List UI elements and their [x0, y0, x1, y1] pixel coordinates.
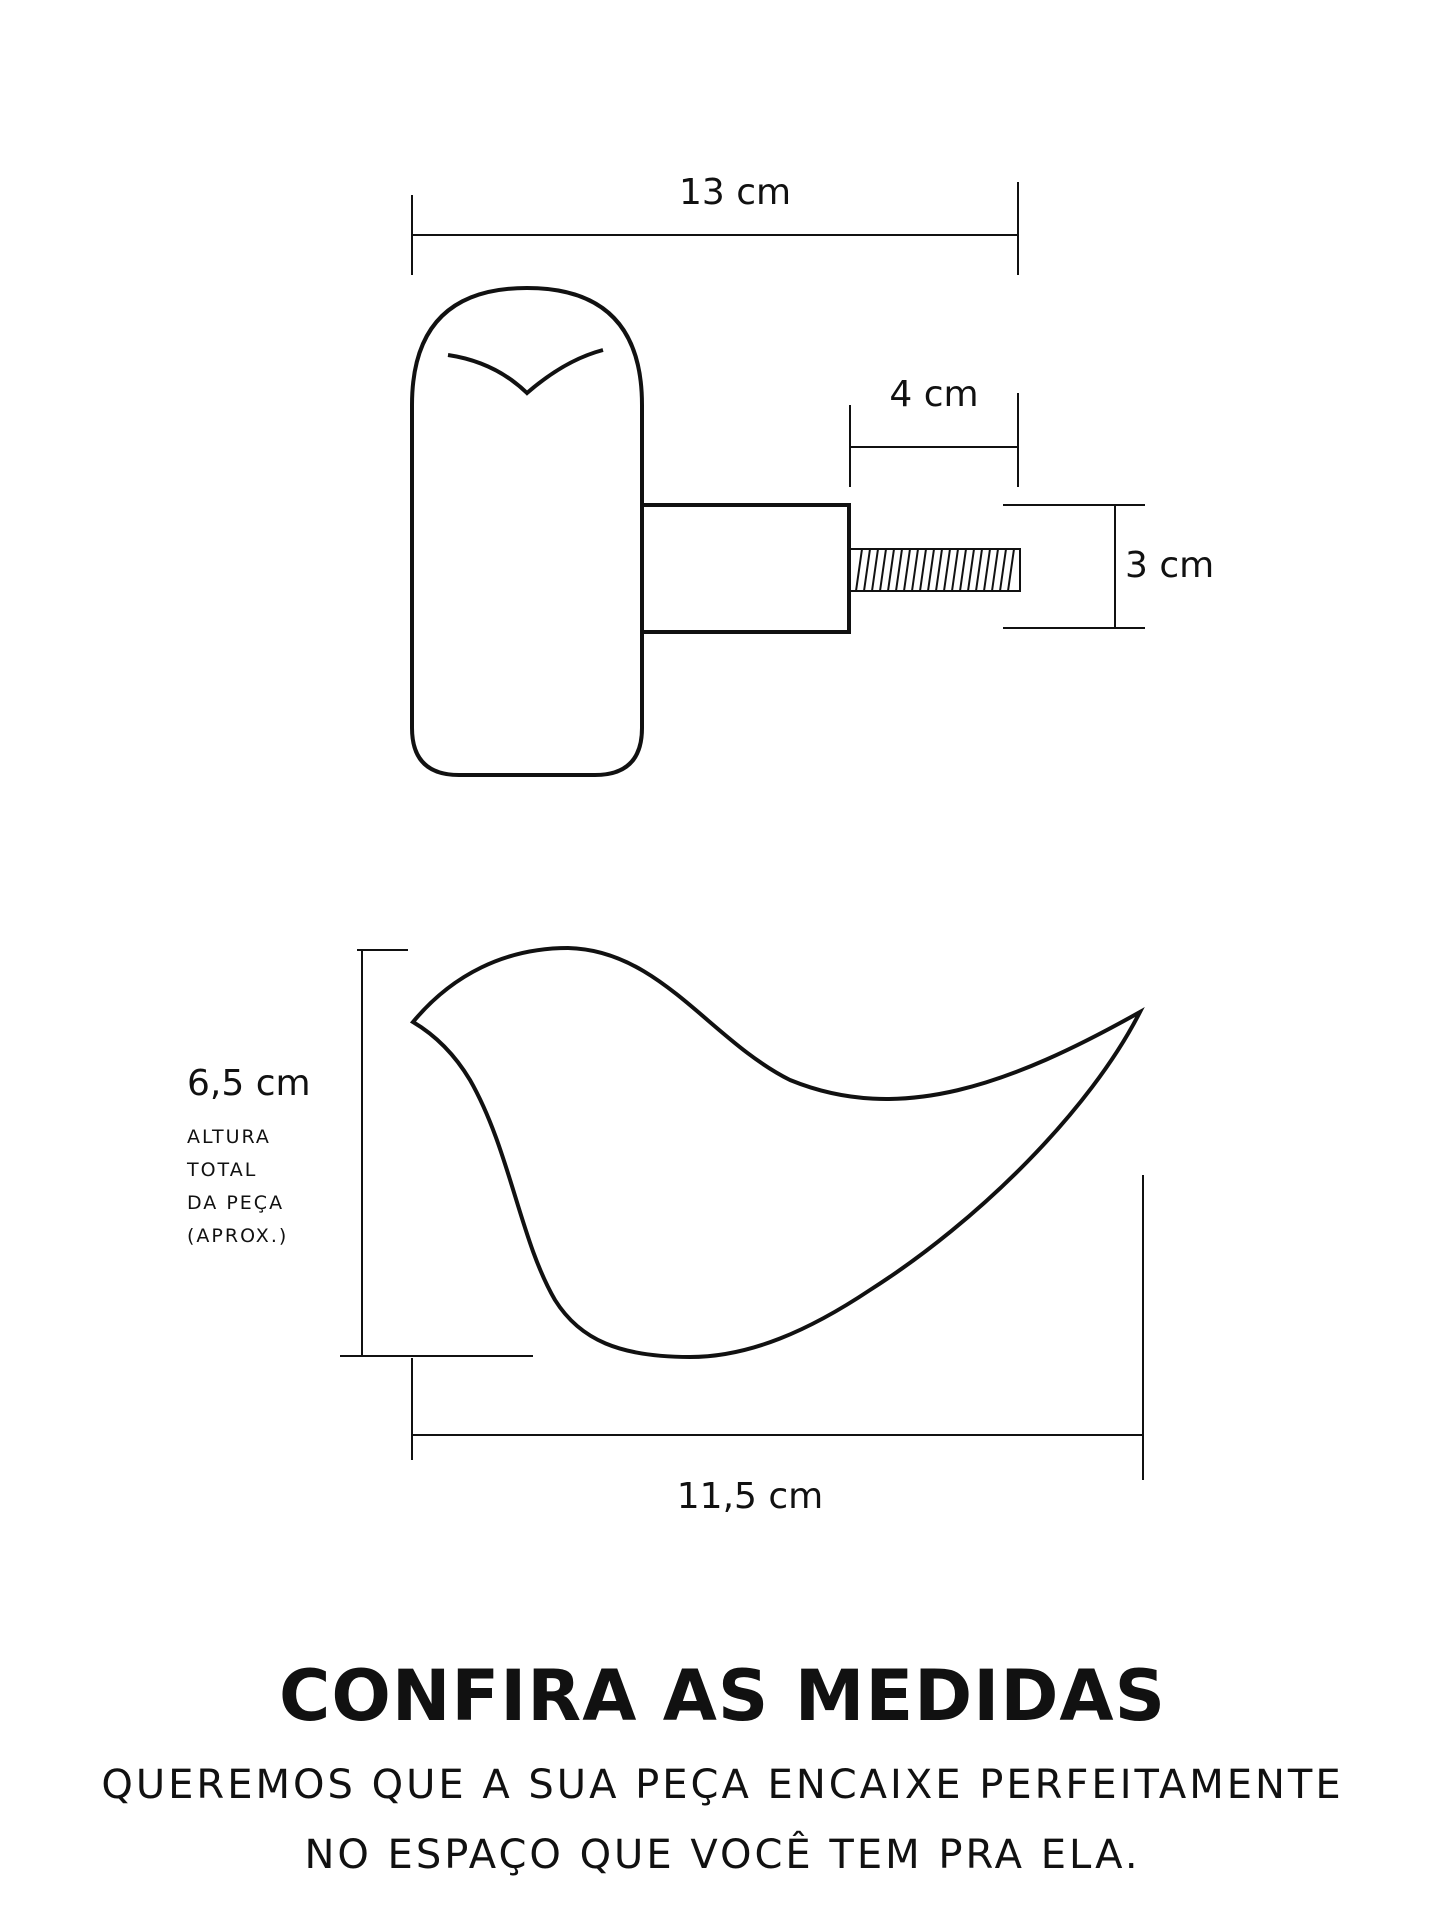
dimension-3cm: [1003, 505, 1214, 628]
subtitle-line-2: NO ESPAÇO QUE VOCÊ TEM PRA ELA.: [304, 1832, 1141, 1878]
label-11-5cm: 11,5 cm: [676, 1476, 824, 1517]
bird-mark-icon: [448, 350, 603, 393]
dimension-13cm: [412, 172, 1018, 275]
height-note-line-2: TOTAL: [187, 1159, 258, 1181]
bird-silhouette: [413, 948, 1140, 1357]
label-6-5cm: 6,5 cm: [187, 1063, 311, 1104]
knob-head: [412, 288, 642, 775]
label-13cm: 13 cm: [678, 172, 792, 213]
subtitle-line-1: QUEREMOS QUE A SUA PEÇA ENCAIXE PERFEITAMENTE: [101, 1762, 1344, 1808]
height-note-line-4: (APROX.): [187, 1225, 289, 1247]
height-note-line-1: ALTURA: [187, 1126, 271, 1148]
height-note-line-3: DA PEÇA: [187, 1192, 285, 1214]
label-4cm: 4 cm: [889, 374, 979, 415]
threaded-screw: [849, 549, 1020, 591]
dimension-6-5cm: [186, 950, 533, 1356]
label-3cm: 3 cm: [1125, 545, 1215, 586]
page-title: CONFIRA AS MEDIDAS: [278, 1655, 1167, 1737]
dimension-4cm: [850, 374, 1018, 487]
dimension-11-5cm: [412, 1175, 1143, 1517]
knob-stem: [642, 505, 849, 632]
